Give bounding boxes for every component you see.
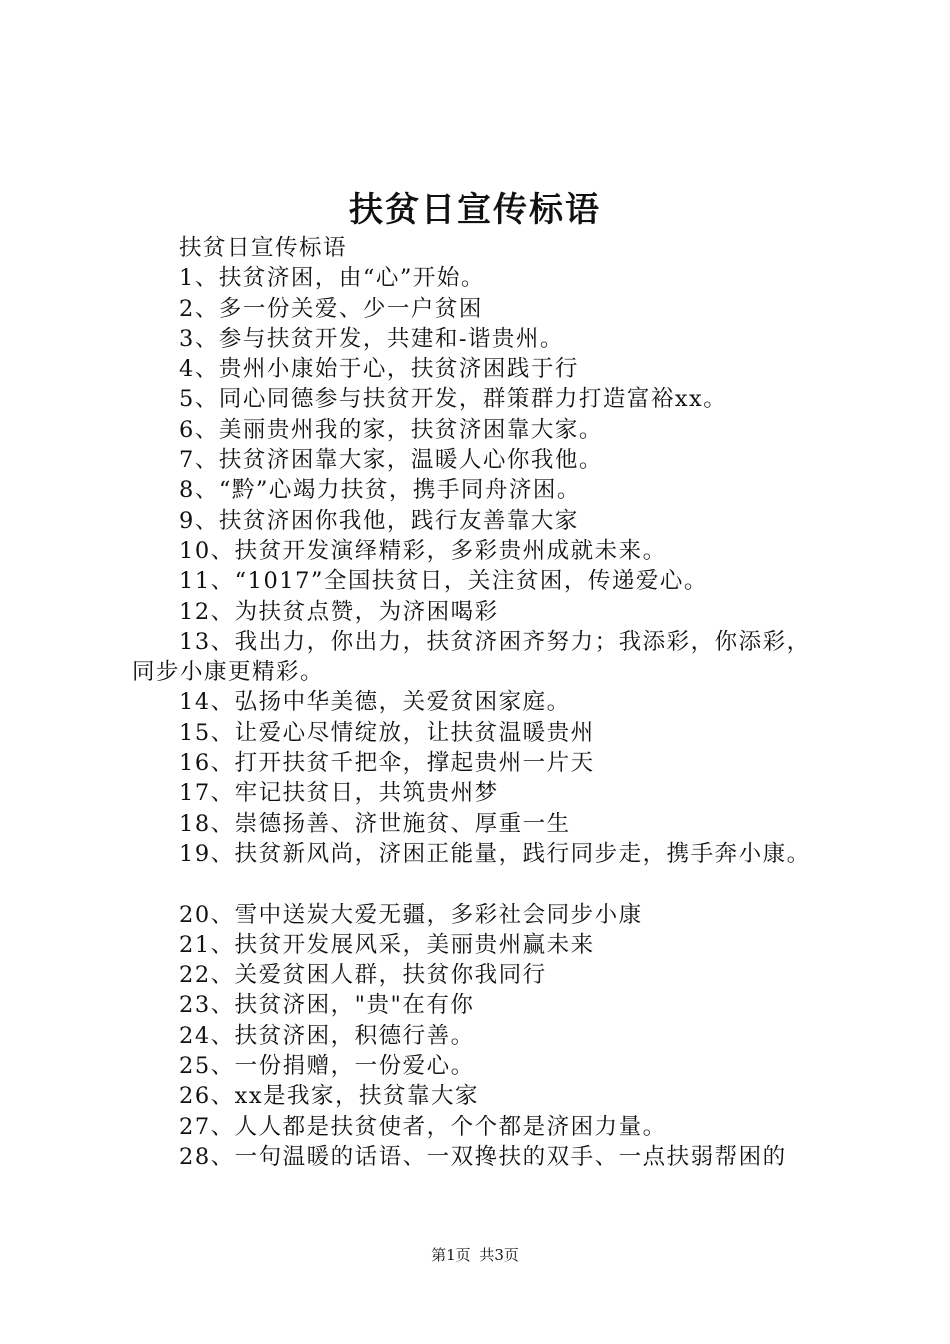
blank-line <box>132 869 872 899</box>
subtitle: 扶贫日宣传标语 <box>179 235 348 261</box>
slogan-line: 23、扶贫济困，"贵"在有你 <box>179 992 475 1019</box>
slogan-line: 12、为扶贫点赞，为济困喝彩 <box>179 598 499 625</box>
slogan-line: 2、多一份关爱、少一户贫困 <box>179 295 483 322</box>
slogan-line: 21、扶贫开发展风采，美丽贵州赢未来 <box>179 931 595 958</box>
slogan-line: 24、扶贫济困，积德行善。 <box>179 1022 475 1049</box>
slogan-line: 28、一句温暖的话语、一双搀扶的双手、一点扶弱帮困的 <box>179 1143 787 1170</box>
slogan-line: 26、xx是我家，扶贫靠大家 <box>179 1083 480 1110</box>
slogan-line: 4、贵州小康始于心，扶贫济困践于行 <box>179 356 579 383</box>
slogan-line: 25、一份捐赠，一份爱心。 <box>179 1053 475 1080</box>
slogan-line: 15、让爱心尽情绽放，让扶贫温暖贵州 <box>179 719 595 746</box>
slogan-line-continuation: 同步小康更精彩。 <box>132 659 325 686</box>
slogan-line: 27、人人都是扶贫使者，个个都是济困力量。 <box>179 1113 667 1140</box>
slogan-line: 19、扶贫新风尚，济困正能量，践行同步走，携手奔小康。 <box>179 840 811 867</box>
slogan-line: 7、扶贫济困靠大家，温暖人心你我他。 <box>179 447 603 474</box>
page-number: 第1页 <box>431 1246 471 1264</box>
document-title: 扶贫日宣传标语 <box>349 190 601 230</box>
slogan-line: 17、牢记扶贫日，共筑贵州梦 <box>179 780 499 807</box>
slogan-line: 14、弘扬中华美德，关爱贫困家庭。 <box>179 689 571 716</box>
page-total: 共3页 <box>479 1246 519 1264</box>
slogan-line: 16、打开扶贫千把伞，撑起贵州一片天 <box>179 750 595 777</box>
slogan-line: 8、“黔”心竭力扶贫，携手同舟济困。 <box>179 477 581 504</box>
slogan-line: 10、扶贫开发演绎精彩，多彩贵州成就未来。 <box>179 537 667 564</box>
slogan-line: 20、雪中送炭大爱无疆，多彩社会同步小康 <box>179 901 643 928</box>
slogan-line: 13、我出力，你出力，扶贫济困齐努力；我添彩，你添彩， <box>179 628 811 655</box>
page-footer <box>0 1244 950 1265</box>
slogan-line: 1、扶贫济困，由“心”开始。 <box>179 265 485 292</box>
slogan-line: 18、崇德扬善、济世施贫、厚重一生 <box>179 810 571 837</box>
slogan-line: 5、同心同德参与扶贫开发，群策群力打造富裕xx。 <box>179 386 728 413</box>
slogan-line: 11、“1017”全国扶贫日，关注贫困，传递爱心。 <box>179 568 708 595</box>
slogan-line: 9、扶贫济困你我他，践行友善靠大家 <box>179 507 579 534</box>
slogan-line: 3、参与扶贫开发，共建和-谐贵州。 <box>179 325 564 352</box>
document-body <box>132 233 872 1172</box>
slogan-line: 6、美丽贵州我的家，扶贫济困靠大家。 <box>179 416 603 443</box>
slogan-line: 22、关爱贫困人群，扶贫你我同行 <box>179 962 547 989</box>
